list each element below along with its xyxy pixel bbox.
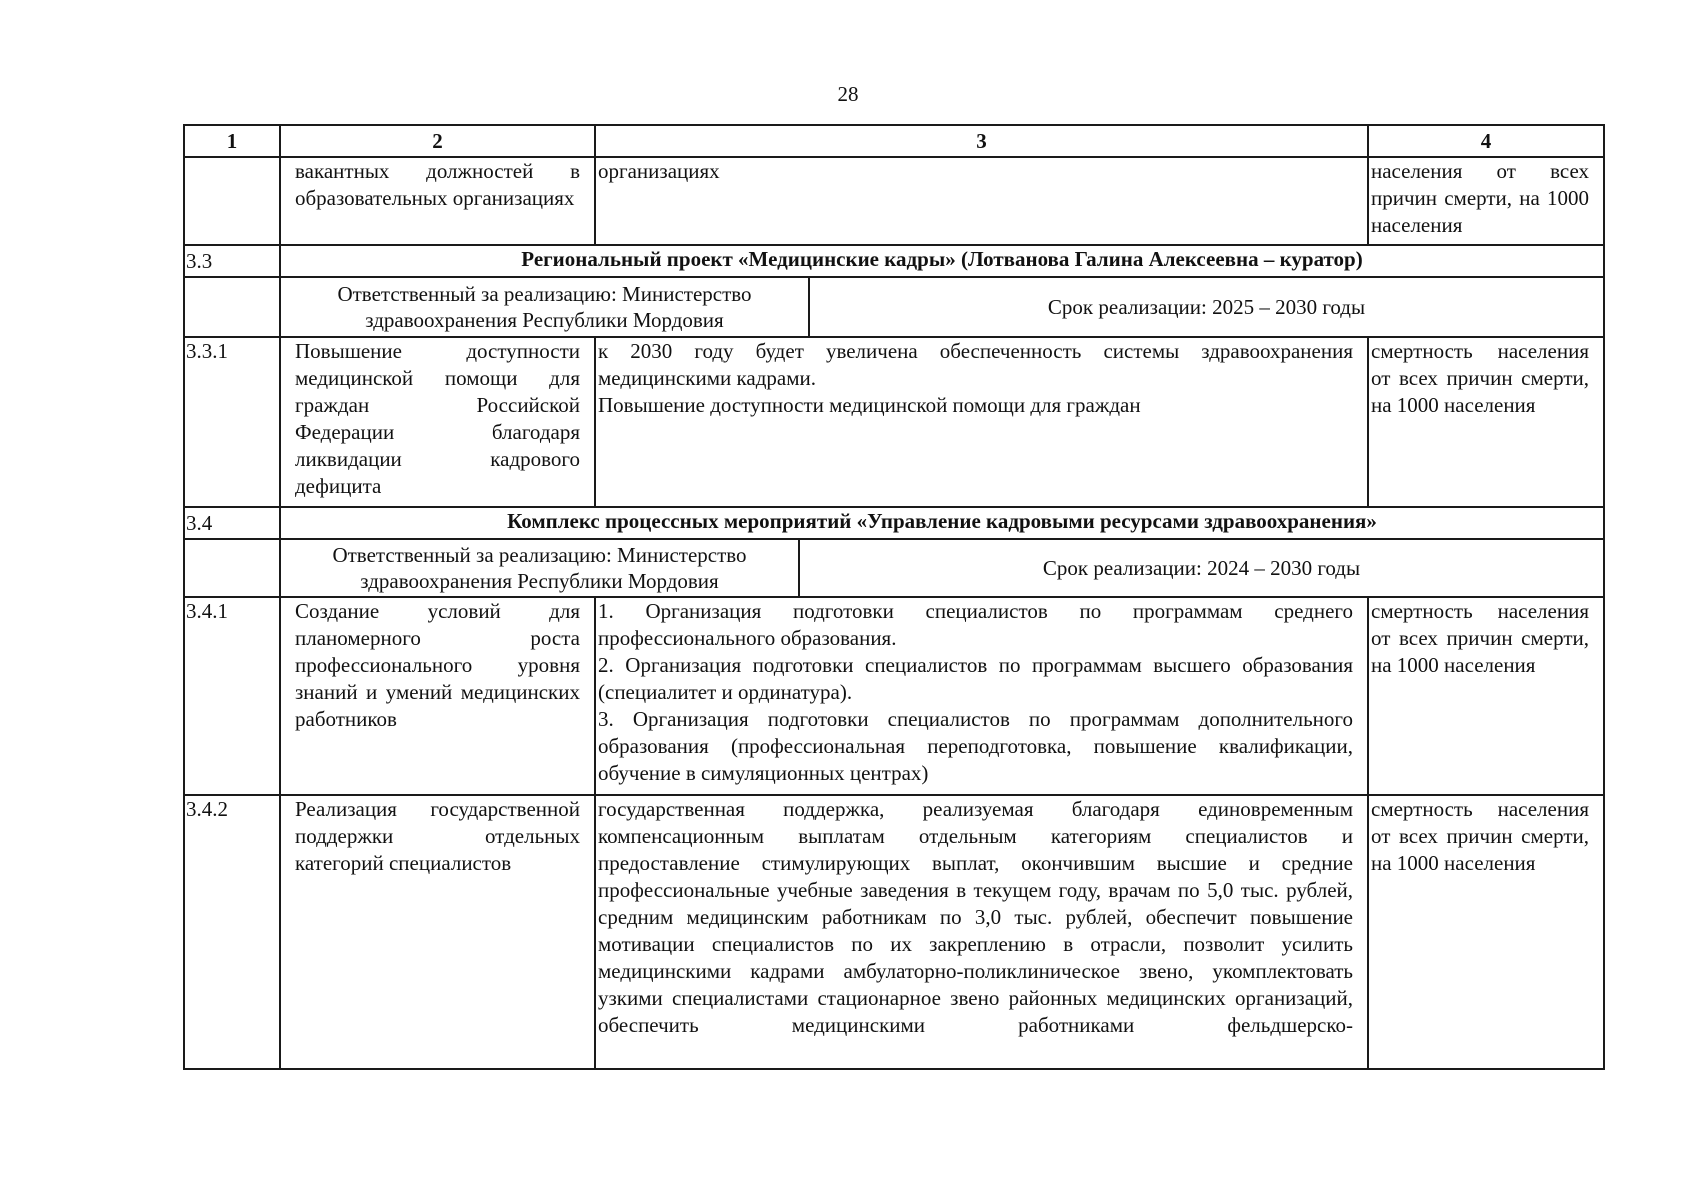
table-row: [184, 795, 1604, 1069]
row-number: 3.3.1: [184, 337, 280, 507]
section-number: 3.4: [184, 507, 280, 539]
page-number: 28: [837, 82, 859, 106]
term-text: Срок реализации: 2025 – 2030 годы: [1047, 294, 1366, 319]
section-row: [184, 507, 1604, 539]
description-paragraph: государственная поддержка, реализуемая благодаря единовременным компенсационным выплатам отдельным категориям специалистов и предоставление стимулирующих выплат, окончившим высшие и средние профессиональные учебные заведения в текущем году, врачам по 5,0 тыс. рублей, средним медицинским работникам по 3,0 тыс. рублей, обеспечит повышение мотивации специалистов по их закреплению в отрасли, позволит усилить медицинскими кадрами амбулаторно-поликлиническое звено, укомплектовать узкими специалистами стационарное звено районных медицинских организаций, обеспечить медицинскими работниками фельдшерско-: [598, 797, 1353, 1037]
section-meta-row: [184, 277, 1604, 337]
row-description: [595, 795, 1368, 1069]
description-paragraph: 2. Организация подготовки специалистов по программам высшего образования (специалитет и ординатура).: [598, 653, 1353, 704]
section-number: 3.3: [184, 245, 280, 277]
row-indicator: смертность населения от всех причин смерти, на 1000 населения: [1368, 597, 1604, 795]
row-number: 3.4.2: [184, 795, 280, 1069]
row-indicator: смертность населения от всех причин смерти, на 1000 населения: [1368, 795, 1604, 1069]
description-paragraph: к 2030 году будет увеличена обеспеченность системы здравоохранения медицинскими кадрами.: [598, 339, 1353, 390]
row-description: [595, 597, 1368, 795]
responsible-text: Ответственный за реализацию: Министерство здравоохранения Республики Мордовия: [281, 278, 810, 336]
row-name: вакантных должностей в образовательных организациях: [280, 157, 595, 245]
column-header: 2: [280, 125, 595, 157]
row-number: [184, 157, 280, 245]
section-meta: [280, 539, 1604, 597]
description-paragraph: 1. Организация подготовки специалистов по программам среднего профессионального образования.: [598, 599, 1353, 650]
column-header: 3: [595, 125, 1368, 157]
term-text: Срок реализации: 2024 – 2030 годы: [1042, 555, 1361, 580]
row-number: 3.4.1: [184, 597, 280, 795]
description-paragraph: организациях: [598, 159, 720, 183]
row-indicator: смертность населения от всех причин смерти, на 1000 населения: [1368, 337, 1604, 507]
table-header-row: [184, 125, 1604, 157]
description-paragraph: Повышение доступности медицинской помощи для граждан: [598, 393, 1141, 417]
column-header: 1: [184, 125, 280, 157]
row-description: [595, 337, 1368, 507]
section-meta-row: [184, 539, 1604, 597]
row-name: Создание условий для планомерного роста профессионального уровня знаний и умений медицинских работников: [280, 597, 595, 795]
description-paragraph: 3. Организация подготовки специалистов по программам дополнительного образования (профессиональная переподготовка, повышение квалификации, обучение в симуляционных центрах): [598, 707, 1353, 785]
table-row: [184, 157, 1604, 245]
row-name: Повышение доступности медицинской помощи для граждан Российской Федерации благодаря ликвидации кадрового дефицита: [280, 337, 595, 507]
section-row: [184, 245, 1604, 277]
section-title: Комплекс процессных мероприятий «Управление кадровыми ресурсами здравоохранения»: [280, 507, 1604, 539]
row-name: Реализация государственной поддержки отдельных категорий специалистов: [280, 795, 595, 1069]
measures-table: [183, 124, 1605, 1070]
table-row: [184, 337, 1604, 507]
table-row: [184, 597, 1604, 795]
row-indicator: населения от всех причин смерти, на 1000 населения: [1368, 157, 1604, 245]
responsible-text: Ответственный за реализацию: Министерство здравоохранения Республики Мордовия: [281, 540, 800, 596]
row-description: [595, 157, 1368, 245]
column-header: 4: [1368, 125, 1604, 157]
empty-cell: [184, 539, 280, 597]
section-title: Региональный проект «Медицинские кадры» (Лотванова Галина Алексеевна – куратор): [280, 245, 1604, 277]
empty-cell: [184, 277, 280, 337]
section-meta: [280, 277, 1604, 337]
